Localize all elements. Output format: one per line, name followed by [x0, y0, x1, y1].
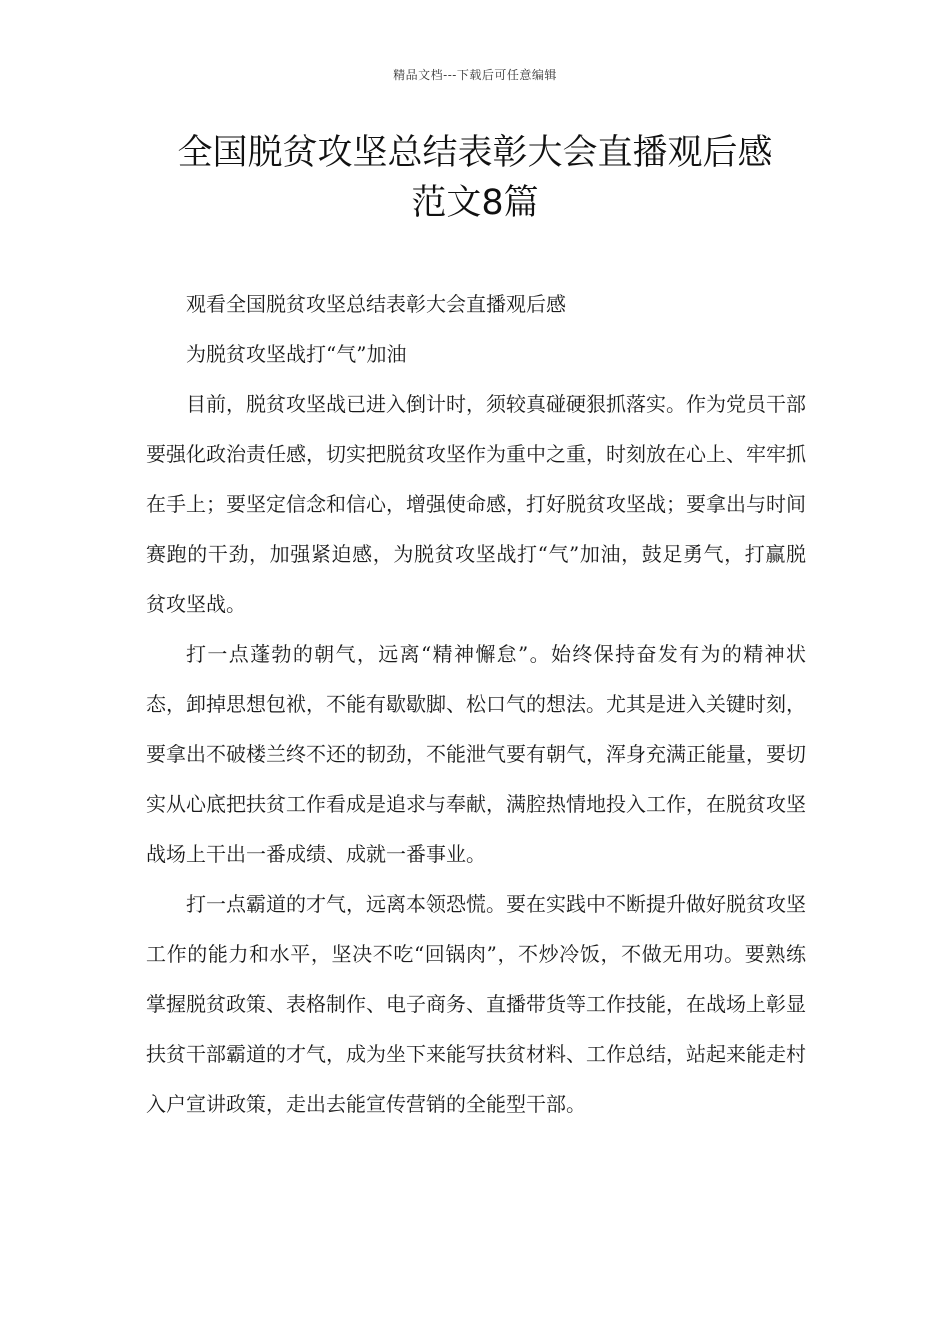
paragraph-2: 打一点蓬勃的朝气，远离“精神懈怠”。始终保持奋发有为的精神状态，卸掉思想包袱，不能有歇歇脚、松口气的想法。尤其是进入关键时刻，要拿出不破楼兰终不还的韧劲，不能泄气要有朝气，浑身充满正能量，要切实从心底把扶贫工作看成是追求与奉献，满腔热情地投入工作，在脱贫攻坚战场上干出一番成绩、成就一番事业。: [146, 642, 806, 866]
paragraph-3: 打一点霸道的才气，远离本领恐慌。要在实践中不断提升做好脱贫攻坚工作的能力和水平，坚决不吃“回锅肉”，不炒冷饭，不做无用功。要熟练掌握脱贫政策、表格制作、电子商务、直播带货等工作技能，在战场上彰显扶贫干部霸道的才气，成为坐下来能写扶贫材料、工作总结，站起来能走村入户宣讲政策，走出去能宣传营销的全能型干部。: [146, 892, 806, 1116]
document-body: [146, 279, 806, 1129]
header-note: 精品文档---下载后可任意编辑: [393, 68, 557, 82]
subtitle-2: 为脱贫攻坚战打“气”加油: [186, 342, 407, 366]
paragraph-1: 目前，脱贫攻坚战已进入倒计时，须较真碰硬狠抓落实。作为党员干部要强化政治责任感，切实把脱贫攻坚作为重中之重，时刻放在心上、牢牢抓在手上；要坚定信念和信心，增强使命感，打好脱贫攻坚战；要拿出与时间赛跑的干劲，加强紧迫感，为脱贫攻坚战打“气”加油，鼓足勇气，打赢脱贫攻坚战。: [146, 392, 806, 616]
document-title: [60, 128, 890, 228]
title-line-2: 范文8篇: [411, 183, 539, 223]
title-line-1: 全国脱贫攻坚总结表彰大会直播观后感: [177, 133, 773, 173]
subtitle-1: 观看全国脱贫攻坚总结表彰大会直播观后感: [186, 292, 566, 316]
